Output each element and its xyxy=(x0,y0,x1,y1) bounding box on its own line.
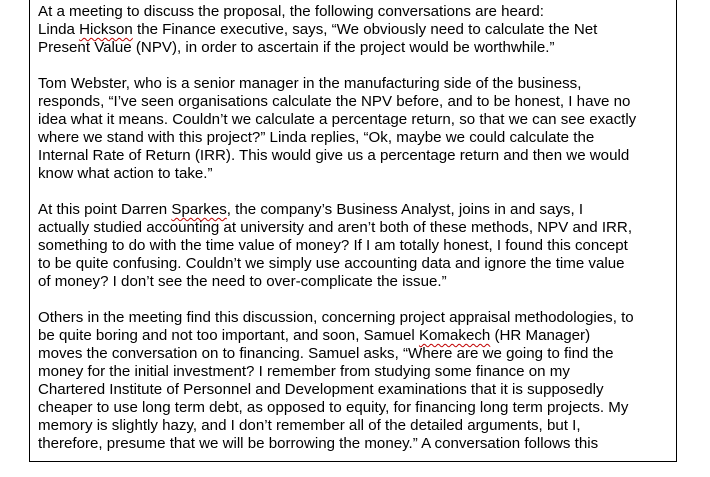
text-line xyxy=(38,93,674,111)
text-run: Chartered Institute of Personnel and Development examinations that it is supposedly xyxy=(38,381,604,398)
text-line xyxy=(38,237,674,255)
text-run: At a meeting to discuss the proposal, the following conversations are heard: xyxy=(38,3,544,20)
paragraph xyxy=(38,3,674,57)
document-text xyxy=(38,3,674,462)
misspelled-name: Hickson xyxy=(79,21,133,38)
text-run: to be quite confusing. Couldn’t we simply use accounting data and ignore the time value xyxy=(38,255,625,272)
text-run: know what action to take.” xyxy=(38,165,213,182)
text-run: , the company’s Business Analyst, joins in and says, I xyxy=(226,201,584,218)
text-run: the Finance executive, says, “We obviously need to calculate the Net xyxy=(132,21,598,38)
text-run: actually studied accounting at university and aren’t both of these methods, NPV and IRR, xyxy=(38,219,633,236)
text-run: Internal Rate of Return (IRR). This would give us a percentage return and then we would xyxy=(38,147,630,164)
misspelled-name: Sparkes xyxy=(171,201,227,218)
text-run: therefore, presume that we will be borrowing the money.” A conversation follows this xyxy=(38,435,599,452)
paragraph xyxy=(38,75,674,183)
text-line xyxy=(38,201,674,219)
text-line xyxy=(38,147,674,165)
text-run: (HR Manager) xyxy=(490,327,591,344)
text-line xyxy=(38,363,674,381)
text-run: At this point Darren xyxy=(38,201,172,218)
text-line xyxy=(38,327,674,345)
text-line xyxy=(38,435,674,453)
paragraph xyxy=(38,309,674,453)
text-line xyxy=(38,345,674,363)
text-run: money for the initial investment? I remember from studying some finance on my xyxy=(38,363,570,380)
text-line xyxy=(38,3,674,21)
text-line xyxy=(38,75,674,93)
text-run: something to do with the time value of money? If I am totally honest, I found this concept xyxy=(38,237,628,254)
text-line xyxy=(38,417,674,435)
text-run: be quite boring and not too important, and soon, Samuel xyxy=(38,327,419,344)
text-line xyxy=(38,399,674,417)
text-line xyxy=(38,381,674,399)
text-line xyxy=(38,111,674,129)
text-line xyxy=(38,219,674,237)
text-run: Tom Webster, who is a senior manager in the manufacturing side of the business, xyxy=(38,75,582,92)
text-line xyxy=(38,309,674,327)
text-line xyxy=(38,39,674,57)
text-run: Linda xyxy=(38,21,80,38)
document-page xyxy=(29,0,677,462)
text-run: Present Value (NPV), in order to ascertain if the project would be worthwhile.” xyxy=(38,39,555,56)
text-line xyxy=(38,21,674,39)
text-line xyxy=(38,129,674,147)
text-line xyxy=(38,165,674,183)
text-run: memory is slightly hazy, and I don’t remember all of the detailed arguments, but I, xyxy=(38,417,581,434)
text-run: where we stand with this project?” Linda replies, “Ok, maybe we could calculate the xyxy=(38,129,595,146)
text-run: Others in the meeting find this discussion, concerning project appraisal methodologies, to xyxy=(38,309,634,326)
paragraph xyxy=(38,201,674,291)
text-run: responds, “I’ve seen organisations calculate the NPV before, and to be honest, I have no xyxy=(38,93,631,110)
text-line xyxy=(38,255,674,273)
text-run: idea what it means. Couldn’t we calculate a percentage return, so that we can see exactly xyxy=(38,111,637,128)
misspelled-name: Komakech xyxy=(418,327,491,344)
text-run: of money? I don’t see the need to over-complicate the issue.” xyxy=(38,273,447,290)
text-run: cheaper to use long term debt, as opposed to equity, for financing long term projects. My xyxy=(38,399,629,416)
text-line xyxy=(38,273,674,291)
text-run: moves the conversation on to financing. Samuel asks, “Where are we going to find the xyxy=(38,345,614,362)
